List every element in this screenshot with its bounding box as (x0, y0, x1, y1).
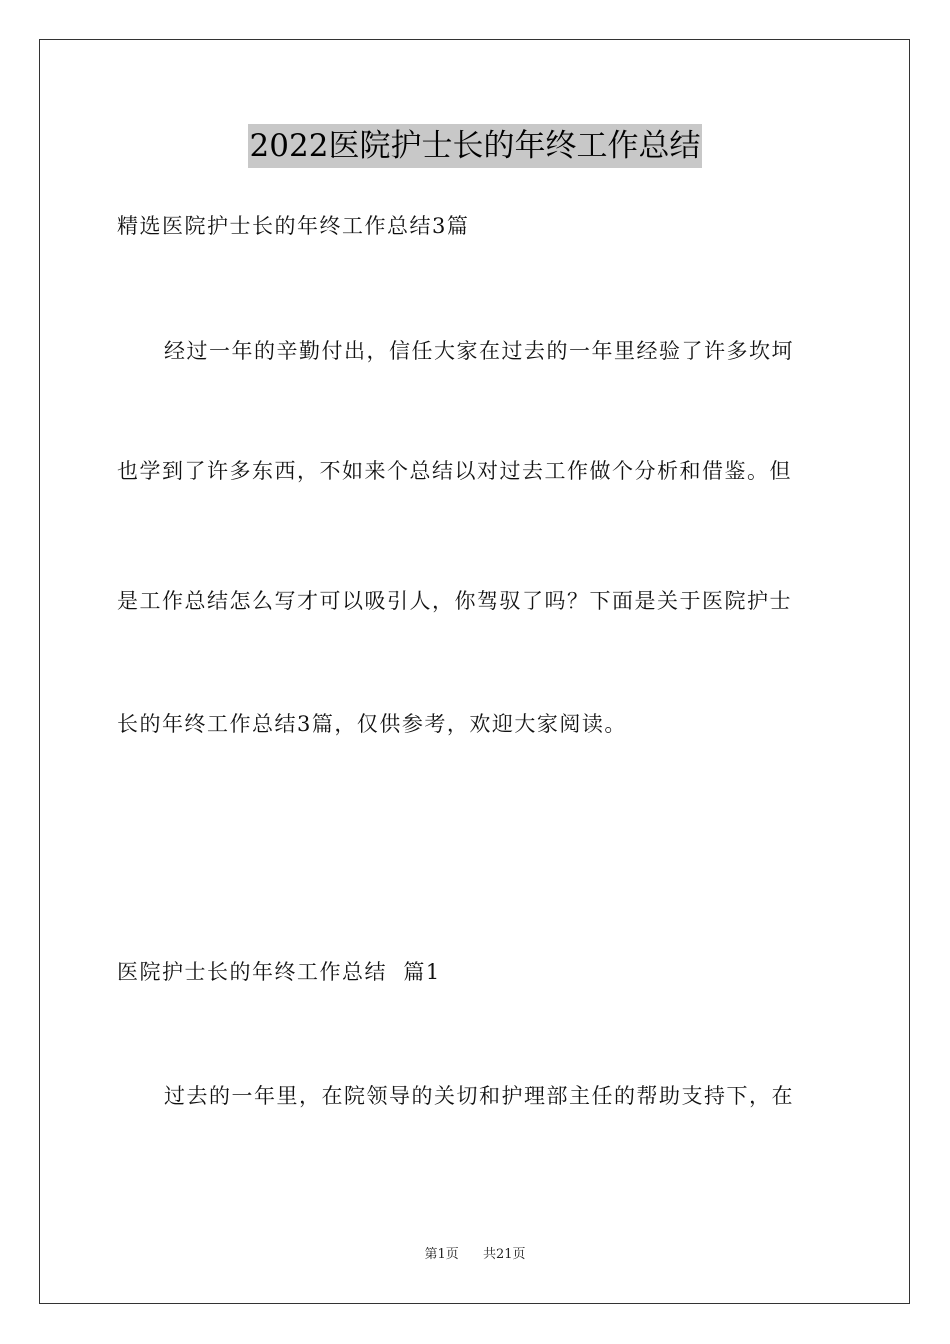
page-number: 第1页 (424, 1247, 459, 1262)
intro-line-4: 长的年终工作总结3篇，仅供参考，欢迎大家阅读。 (117, 712, 627, 736)
section-heading: 医院护士长的年终工作总结 篇1 (117, 960, 441, 984)
intro-line-3: 是工作总结怎么写才可以吸引人，你驾驭了吗？下面是关于医院护士 (117, 589, 792, 613)
document-subtitle: 精选医院护士长的年终工作总结3篇 (117, 214, 470, 238)
section-line-1: 过去的一年里，在院领导的关切和护理部主任的帮助支持下，在 (164, 1084, 794, 1108)
page-footer (0, 1246, 950, 1264)
intro-line-1: 经过一年的辛勤付出，信任大家在过去的一年里经验了许多坎坷 (164, 339, 794, 363)
total-pages: 共21页 (483, 1247, 526, 1262)
document-title: 2022医院护士长的年终工作总结 (248, 124, 703, 168)
title-container (0, 124, 950, 168)
intro-line-2: 也学到了许多东西，不如来个总结以对过去工作做个分析和借鉴。但 (117, 459, 792, 483)
